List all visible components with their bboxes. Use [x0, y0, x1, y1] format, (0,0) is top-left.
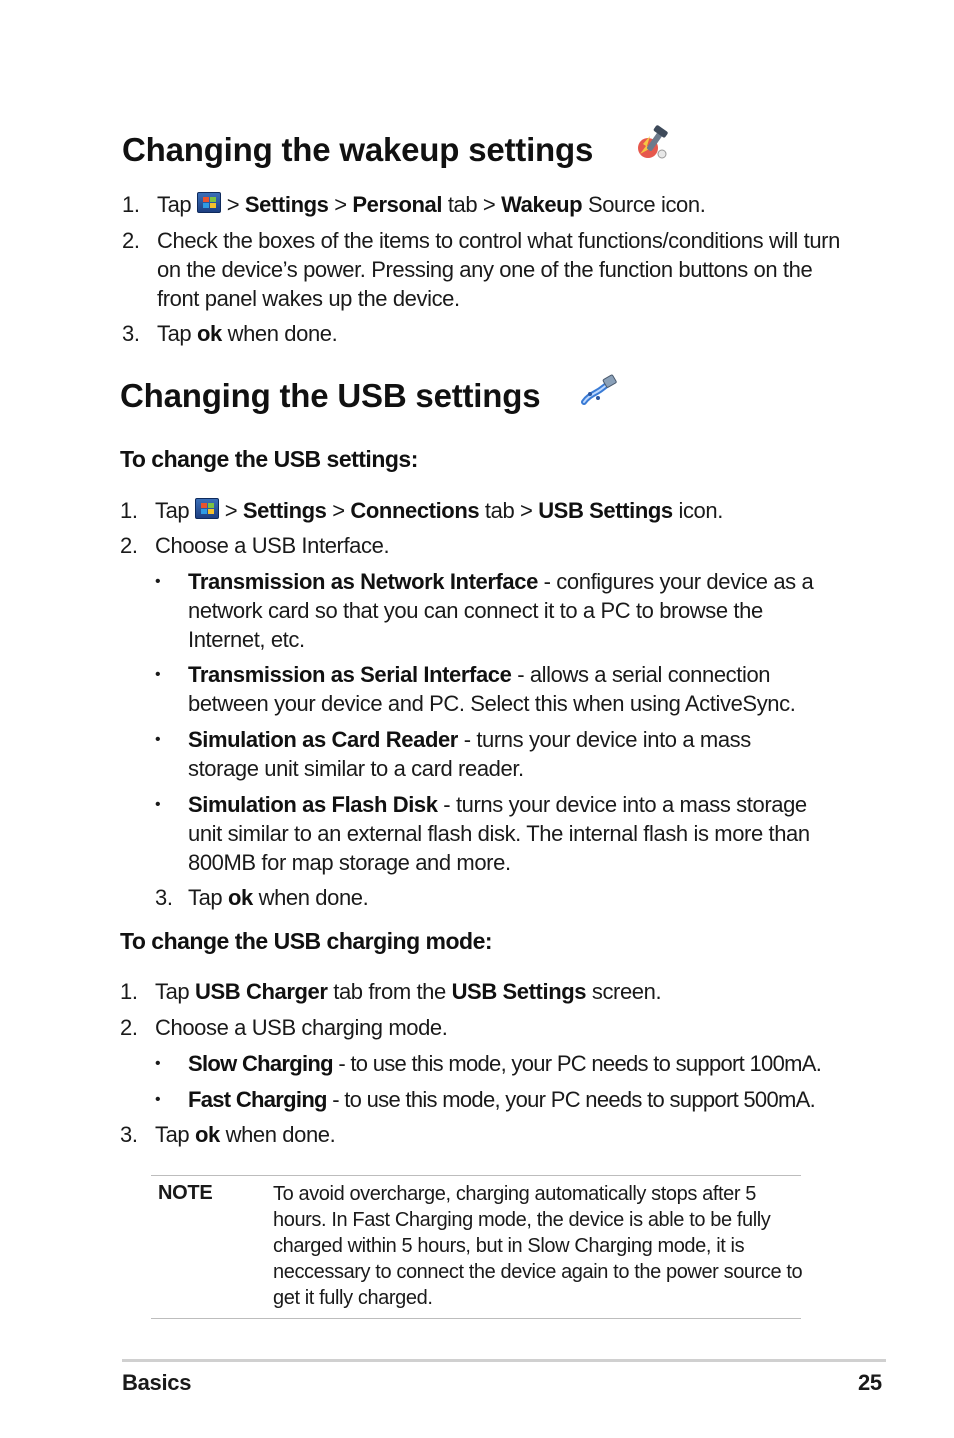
- wakeup-step-2: Check the boxes of the items to control what functions/conditions will turn on the device’s power. Pressing any one of the function buttons on the front panel wakes up the device.: [157, 228, 840, 311]
- usb-section-title: Changing the USB settings: [120, 377, 541, 414]
- usb-settings-label: USB Settings: [451, 979, 587, 1004]
- bullet-marker: •: [155, 731, 161, 748]
- usb-step-1: [155, 496, 723, 525]
- step-number: 2.: [120, 533, 138, 558]
- usb-charging-subheading: To change the USB charging mode:: [120, 928, 493, 954]
- separator: >: [224, 498, 238, 523]
- usb-bullet-flash-disk: [188, 790, 838, 877]
- bullet-marker: •: [155, 666, 161, 683]
- bullet-title: Simulation as Flash Disk: [188, 792, 438, 817]
- tap-text: Tap: [155, 979, 190, 1004]
- bullet-title: Transmission as Serial Interface: [188, 662, 512, 687]
- usb-bullet-card-reader: [188, 725, 808, 783]
- note-text: To avoid overcharge, charging automatically stops after 5 hours. In Fast Charging mode, the device is able to be fully charged within 5 hours, but in Slow Charging mode, it is neccessary to connect the device again to the power source to get it fully charged.: [273, 1183, 803, 1309]
- bullet-title: Transmission as Network Interface: [188, 569, 538, 594]
- step-rest: when done.: [225, 1122, 336, 1147]
- charging-step-3: [155, 1120, 335, 1149]
- step-rest: when done.: [227, 321, 338, 346]
- start-menu-icon: [195, 498, 219, 519]
- tap-text: Tap: [157, 321, 192, 346]
- bullet-text: - turns your device into a mass storage unit similar to an external flash disk. The internal flash is more than 800MB for map storage and more.: [188, 792, 810, 875]
- bullet-text: - configures your device as a network card so that you can connect it to a PC to browse the Internet, etc.: [188, 569, 814, 652]
- bullet-title: Fast Charging: [188, 1087, 327, 1112]
- step-number: 1.: [120, 979, 138, 1004]
- step-number: 2.: [120, 1015, 138, 1040]
- step-rest: Source icon.: [587, 192, 706, 217]
- usb-settings-icon: [578, 374, 618, 410]
- bullet-marker: •: [155, 796, 161, 813]
- ok-label: ok: [195, 1122, 220, 1147]
- step-rest: icon.: [678, 498, 723, 523]
- bullet-marker: •: [155, 1055, 161, 1072]
- tap-text: Tap: [188, 885, 223, 910]
- usb-settings-subheading: To change the USB settings:: [120, 446, 418, 472]
- note-bottom-rule: [151, 1318, 801, 1319]
- page-number: 25: [858, 1370, 882, 1395]
- step-number: 2.: [122, 228, 140, 253]
- ok-label: ok: [197, 321, 222, 346]
- footer-rule: [122, 1359, 886, 1362]
- usb-step-3: [188, 883, 368, 912]
- usb-bullet-network: [188, 567, 838, 654]
- bullet-title: Slow Charging: [188, 1051, 333, 1076]
- step-number: 1.: [122, 192, 140, 217]
- charging-step-2: Choose a USB charging mode.: [155, 1015, 448, 1040]
- tab-text: tab >: [484, 498, 533, 523]
- usb-step-2: Choose a USB Interface.: [155, 533, 390, 558]
- charging-bullet-slow: [188, 1049, 821, 1078]
- wakeup-source-icon: [632, 124, 674, 164]
- bullet-text: - to use this mode, your PC needs to support 500mA.: [326, 1087, 816, 1112]
- bullet-text: - allows a serial connection between your device and PC. Select this when using ActiveSync.: [188, 662, 796, 716]
- tap-text: Tap: [155, 498, 190, 523]
- wakeup-step-1: [157, 190, 705, 219]
- note-top-rule: [151, 1175, 801, 1176]
- charging-step-1: [155, 977, 661, 1006]
- usb-charger-label: USB Charger: [195, 979, 328, 1004]
- bullet-text: - to use this mode, your PC needs to support 100mA.: [332, 1051, 822, 1076]
- bullet-marker: •: [155, 573, 161, 590]
- step-mid: tab from the: [333, 979, 446, 1004]
- step-rest: screen.: [591, 979, 662, 1004]
- tap-text: Tap: [155, 1122, 190, 1147]
- tap-text: Tap: [157, 192, 192, 217]
- wakeup-section-title: Changing the wakeup settings: [122, 131, 594, 168]
- bullet-text: - turns your device into a mass storage unit similar to a card reader.: [188, 727, 751, 781]
- step-number: 1.: [120, 498, 138, 523]
- settings-label: Settings: [244, 192, 329, 217]
- personal-label: Personal: [352, 192, 443, 217]
- bullet-title: Simulation as Card Reader: [188, 727, 458, 752]
- step-rest: when done.: [258, 885, 369, 910]
- step-number: 3.: [122, 321, 140, 346]
- footer-section-name: Basics: [122, 1370, 192, 1395]
- bullet-marker: •: [155, 1091, 161, 1108]
- note-label: NOTE: [158, 1182, 213, 1204]
- usb-bullet-serial: [188, 660, 838, 718]
- start-menu-icon: [197, 192, 221, 213]
- wakeup-label: Wakeup: [501, 192, 583, 217]
- ok-label: ok: [228, 885, 253, 910]
- usb-settings-label: USB Settings: [538, 498, 673, 523]
- step-number: 3.: [155, 885, 173, 910]
- charging-bullet-fast: [188, 1085, 815, 1114]
- wakeup-step-3: [157, 319, 337, 348]
- connections-label: Connections: [350, 498, 480, 523]
- settings-label: Settings: [242, 498, 327, 523]
- separator: >: [334, 192, 347, 217]
- separator: >: [332, 498, 345, 523]
- step-number: 3.: [120, 1122, 138, 1147]
- tab-text: tab >: [447, 192, 496, 217]
- separator: >: [226, 192, 240, 217]
